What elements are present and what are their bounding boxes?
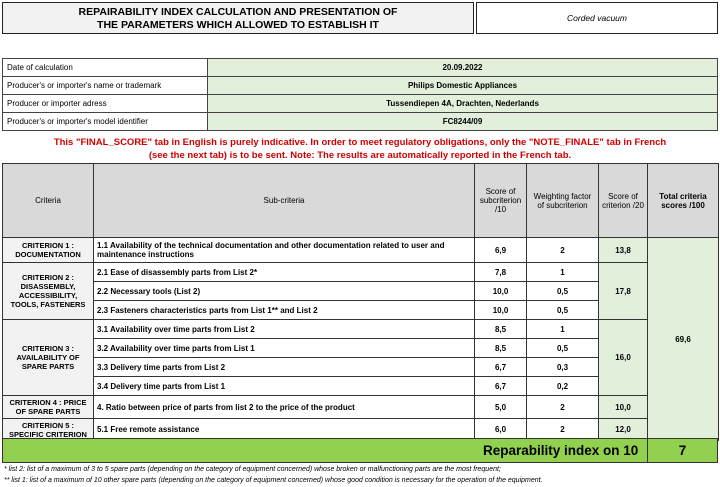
subcriterion-weight: 1 — [527, 320, 599, 339]
criterion-5-score: 12,0 — [599, 419, 648, 441]
table-header-row — [3, 164, 719, 238]
criterion-1-name: CRITERION 1 : DOCUMENTATION — [3, 238, 94, 263]
subcriterion-weight: 0,5 — [527, 282, 599, 301]
document-title — [2, 2, 474, 34]
subcriterion-label: 3.3 Delivery time parts from List 2 — [94, 358, 475, 377]
table-row — [3, 396, 719, 419]
header-total-scores: Total criteria scores /100 — [648, 164, 719, 238]
info-row — [3, 95, 718, 113]
subcriterion-score: 5,0 — [475, 396, 527, 419]
criterion-2-name: CRITERION 2 : DISASSEMBLY, ACCESSIBILITY, TOOLS, FASTENERS — [3, 263, 94, 320]
subcriterion-label: 5.1 Free remote assistance — [94, 419, 475, 441]
subcriterion-weight: 0,3 — [527, 358, 599, 377]
info-row — [3, 113, 718, 131]
criterion-3-score: 16,0 — [599, 320, 648, 396]
subcriterion-score: 8,5 — [475, 339, 527, 358]
info-value: 20.09.2022 — [208, 59, 718, 77]
subcriterion-label: 1.1 Availability of the technical documentation and other documentation related to user and maintenance instructions — [94, 238, 475, 263]
total-score: 69,6 — [648, 238, 719, 441]
info-label: Producer's or importer's name or trademark — [3, 77, 208, 95]
title-line-1: REPAIRABILITY INDEX CALCULATION AND PRESENTATION OF — [78, 6, 398, 18]
info-label: Producer or importer adress — [3, 95, 208, 113]
header-weighting-factor: Weighting factor of subcriterion — [527, 164, 599, 238]
criteria-table — [2, 163, 719, 441]
subcriterion-label: 4. Ratio between price of parts from list 2 to the price of the product — [94, 396, 475, 419]
subcriterion-weight: 2 — [527, 396, 599, 419]
info-row — [3, 77, 718, 95]
info-label: Date of calculation — [3, 59, 208, 77]
subcriterion-label: 3.4 Delivery time parts from List 1 — [94, 377, 475, 396]
repairability-index-bar — [2, 438, 718, 463]
subcriterion-weight: 0,2 — [527, 377, 599, 396]
criterion-2-score: 17,8 — [599, 263, 648, 320]
header-criteria: Criteria — [3, 164, 94, 238]
footnote-list-2: * list 2: list of a maximum of 3 to 5 spare parts (depending on the category of equipment concerned) whose broken or malfunctioning parts are the most frequent; — [4, 466, 501, 473]
subcriterion-weight: 0,5 — [527, 339, 599, 358]
subcriterion-score: 10,0 — [475, 282, 527, 301]
subcriterion-score: 7,8 — [475, 263, 527, 282]
footnote-list-1: ** list 1: list of a maximum of 10 other spare parts (depending on the category of equipment concerned) whose good condition is necessary for the operation of the equipment. — [4, 477, 543, 484]
subcriterion-weight: 2 — [527, 238, 599, 263]
criterion-4-name: CRITERION 4 : PRICE OF SPARE PARTS — [3, 396, 94, 419]
info-row — [3, 59, 718, 77]
notice-line-1: This "FINAL_SCORE" tab in English is purely indicative. In order to meet regulatory obligations, only the "NOTE_FINALE" tab in French — [53, 137, 667, 148]
subcriterion-weight: 2 — [527, 419, 599, 441]
criterion-1-score: 13,8 — [599, 238, 648, 263]
subcriterion-score: 10,0 — [475, 301, 527, 320]
subcriterion-score: 6,7 — [475, 377, 527, 396]
subcriterion-score: 8,5 — [475, 320, 527, 339]
repairability-index-label: Reparability index on 10 — [483, 443, 639, 458]
subcriterion-label: 2.2 Necessary tools (List 2) — [94, 282, 475, 301]
subcriterion-score: 6,0 — [475, 419, 527, 441]
table-row — [3, 263, 719, 282]
info-value: FC8244/09 — [208, 113, 718, 131]
notice-line-2: (see the next tab) is to be sent. Note: The results are automatically reported in the French tab. — [148, 150, 572, 161]
subcriterion-weight: 1 — [527, 263, 599, 282]
table-row — [3, 320, 719, 339]
header-score-criterion: Score of criterion /20 — [599, 164, 648, 238]
info-value: Philips Domestic Appliances — [208, 77, 718, 95]
criterion-5-name: CRITERION 5 : SPECIFIC CRITERION — [3, 419, 94, 441]
subcriterion-label: 2.3 Fasteners characteristics parts from List 1** and List 2 — [94, 301, 475, 320]
subcriterion-weight: 0,5 — [527, 301, 599, 320]
info-value: Tussendiepen 4A, Drachten, Nederlands — [208, 95, 718, 113]
subcriterion-label: 3.1 Availability over time parts from List 2 — [94, 320, 475, 339]
product-info-table — [2, 58, 718, 131]
product-category: Corded vacuum — [476, 2, 718, 34]
header-sub-criteria: Sub-criteria — [94, 164, 475, 238]
table-row — [3, 238, 719, 263]
info-label: Producer's or importer's model identifier — [3, 113, 208, 131]
subcriterion-score: 6,7 — [475, 358, 527, 377]
criterion-3-name: CRITERION 3 : AVAILABILITY OF SPARE PARTS — [3, 320, 94, 396]
subcriterion-label: 2.1 Ease of disassembly parts from List 2* — [94, 263, 475, 282]
repairability-index-value: 7 — [647, 439, 717, 462]
subcriterion-score: 6,9 — [475, 238, 527, 263]
title-line-2: THE PARAMETERS WHICH ALLOWED TO ESTABLISH IT — [97, 19, 379, 31]
regulatory-notice — [2, 136, 718, 162]
header-score-subcriterion: Score of subcriterion /10 — [475, 164, 527, 238]
criterion-4-score: 10,0 — [599, 396, 648, 419]
subcriterion-label: 3.2 Availability over time parts from List 1 — [94, 339, 475, 358]
